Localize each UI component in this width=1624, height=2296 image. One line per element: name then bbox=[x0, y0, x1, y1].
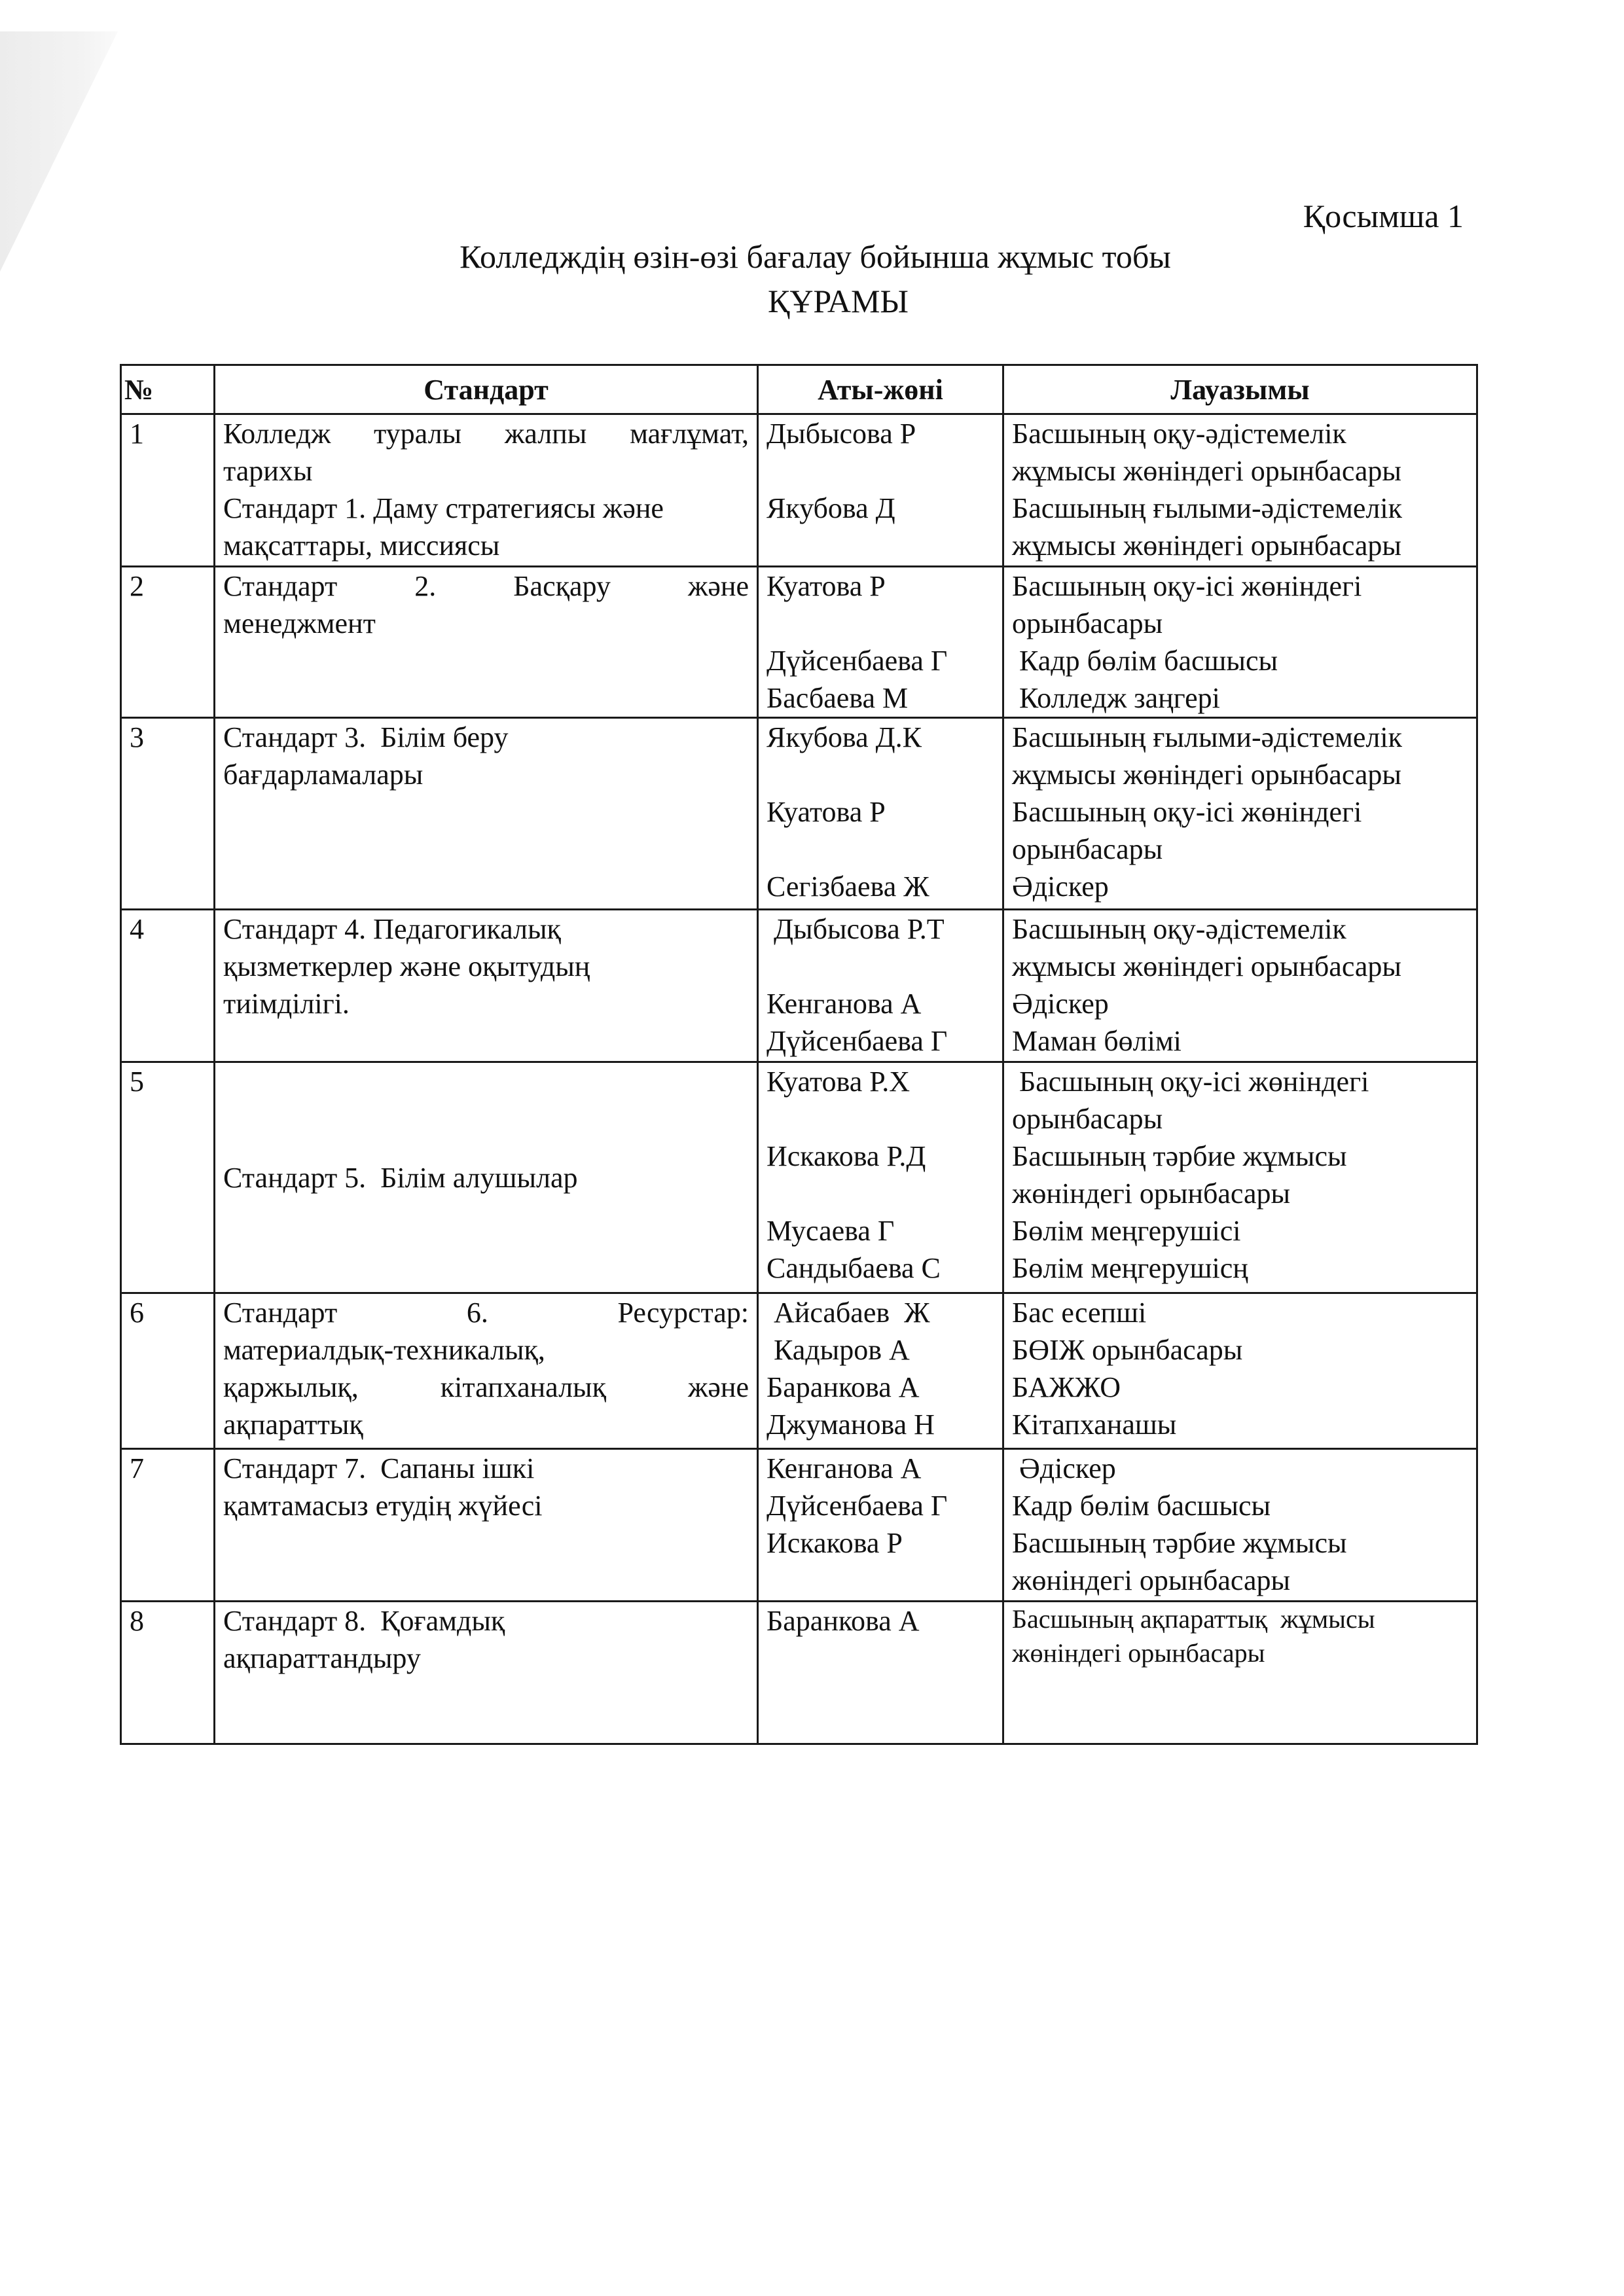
header-name: Аты-жөні bbox=[758, 365, 1003, 414]
table-row bbox=[121, 1062, 1477, 1293]
row-standard: Стандарт 5. Білім алушылар bbox=[215, 1062, 758, 1293]
row-names: Якубова Д.К Куатова Р Сегізбаева Ж bbox=[758, 718, 1003, 910]
row-standard: Стандарт 8. Қоғамдық ақпараттандыру bbox=[215, 1602, 758, 1744]
document-title: Колледждің өзін-өзі бағалау бойынша жұмыс тобы bbox=[460, 238, 1171, 275]
row-names: Куатова Р Дүйсенбаева Г Басбаева М bbox=[758, 567, 1003, 718]
row-positions: Басшының оқу-әдістемелік жұмысы жөніндегі орынбасары Басшының ғылыми-әдістемелік жұмысы жөніндегі орынбасары bbox=[1003, 414, 1477, 567]
row-standard: Стандарт 4. Педагогикалық қызметкерлер және оқытудың тиімділігі. bbox=[215, 910, 758, 1062]
row-names: Баранкова А bbox=[758, 1602, 1003, 1744]
row-number: 7 bbox=[121, 1449, 215, 1602]
row-number: 6 bbox=[121, 1293, 215, 1449]
row-standard: Стандарт 6. Ресурстар: материалдық-техникалық, қаржылық, кітапханалық және ақпараттық bbox=[215, 1293, 758, 1449]
row-standard: Стандарт 7. Сапаны ішкі қамтамасыз етудің жүйесі bbox=[215, 1449, 758, 1602]
row-positions: Басшының оқу-ісі жөніндегі орынбасары Басшының тәрбие жұмысы жөніндегі орынбасары Бөлім меңгерушісі Бөлім меңгерушісң bbox=[1003, 1062, 1477, 1293]
row-names: Кенганова А Дүйсенбаева Г Искакова Р bbox=[758, 1449, 1003, 1602]
working-group-table bbox=[120, 364, 1478, 1745]
row-positions: Басшының ғылыми-әдістемелік жұмысы жөніндегі орынбасары Басшының оқу-ісі жөніндегі орынбасары Әдіскер bbox=[1003, 718, 1477, 910]
row-standard: Стандарт 3. Білім беру бағдарламалары bbox=[215, 718, 758, 910]
header-standard: Стандарт bbox=[215, 365, 758, 414]
row-number: 2 bbox=[121, 567, 215, 718]
row-number: 4 bbox=[121, 910, 215, 1062]
table-row bbox=[121, 910, 1477, 1062]
appendix-label: Қосымша 1 bbox=[1303, 198, 1464, 234]
row-number: 1 bbox=[121, 414, 215, 567]
row-names: Дыбысова Р Якубова Д bbox=[758, 414, 1003, 567]
row-positions: Әдіскер Кадр бөлім басшысы Басшының тәрбие жұмысы жөніндегі орынбасары bbox=[1003, 1449, 1477, 1602]
row-positions: Басшының оқу-ісі жөніндегі орынбасары Кадр бөлім басшысы Колледж заңгері bbox=[1003, 567, 1477, 718]
row-positions: Бас есепші БӨІЖ орынбасары БАЖЖО Кітапханашы bbox=[1003, 1293, 1477, 1449]
row-standard: Стандарт 2. Басқару және менеджмент bbox=[215, 567, 758, 718]
row-standard: Колледж туралы жалпы мағлұмат, тарихы Стандарт 1. Даму стратегиясы және мақсаттары, миссиясы bbox=[215, 414, 758, 567]
document-subtitle: ҚҰРАМЫ bbox=[767, 283, 909, 319]
row-number: 8 bbox=[121, 1602, 215, 1744]
table-header-row bbox=[121, 365, 1477, 414]
row-names: Айсабаев Ж Кадыров А Баранкова А Джуманова Н bbox=[758, 1293, 1003, 1449]
row-positions: Басшының оқу-әдістемелік жұмысы жөніндегі орынбасары Әдіскер Маман бөлімі bbox=[1003, 910, 1477, 1062]
row-positions: Басшының ақпараттық жұмысы жөніндегі орынбасары bbox=[1003, 1602, 1477, 1744]
row-names: Дыбысова Р.Т Кенганова А Дүйсенбаева Г bbox=[758, 910, 1003, 1062]
row-names: Куатова Р.Х Искакова Р.Д Мусаева Г Сандыбаева С bbox=[758, 1062, 1003, 1293]
table-row bbox=[121, 1602, 1477, 1744]
table-row bbox=[121, 1293, 1477, 1449]
row-number: 5 bbox=[121, 1062, 215, 1293]
row-number: 3 bbox=[121, 718, 215, 910]
table-row bbox=[121, 567, 1477, 718]
header-number: № bbox=[121, 365, 215, 414]
table-row bbox=[121, 718, 1477, 910]
table-row bbox=[121, 1449, 1477, 1602]
header-position: Лауазымы bbox=[1003, 365, 1477, 414]
table-row bbox=[121, 414, 1477, 567]
